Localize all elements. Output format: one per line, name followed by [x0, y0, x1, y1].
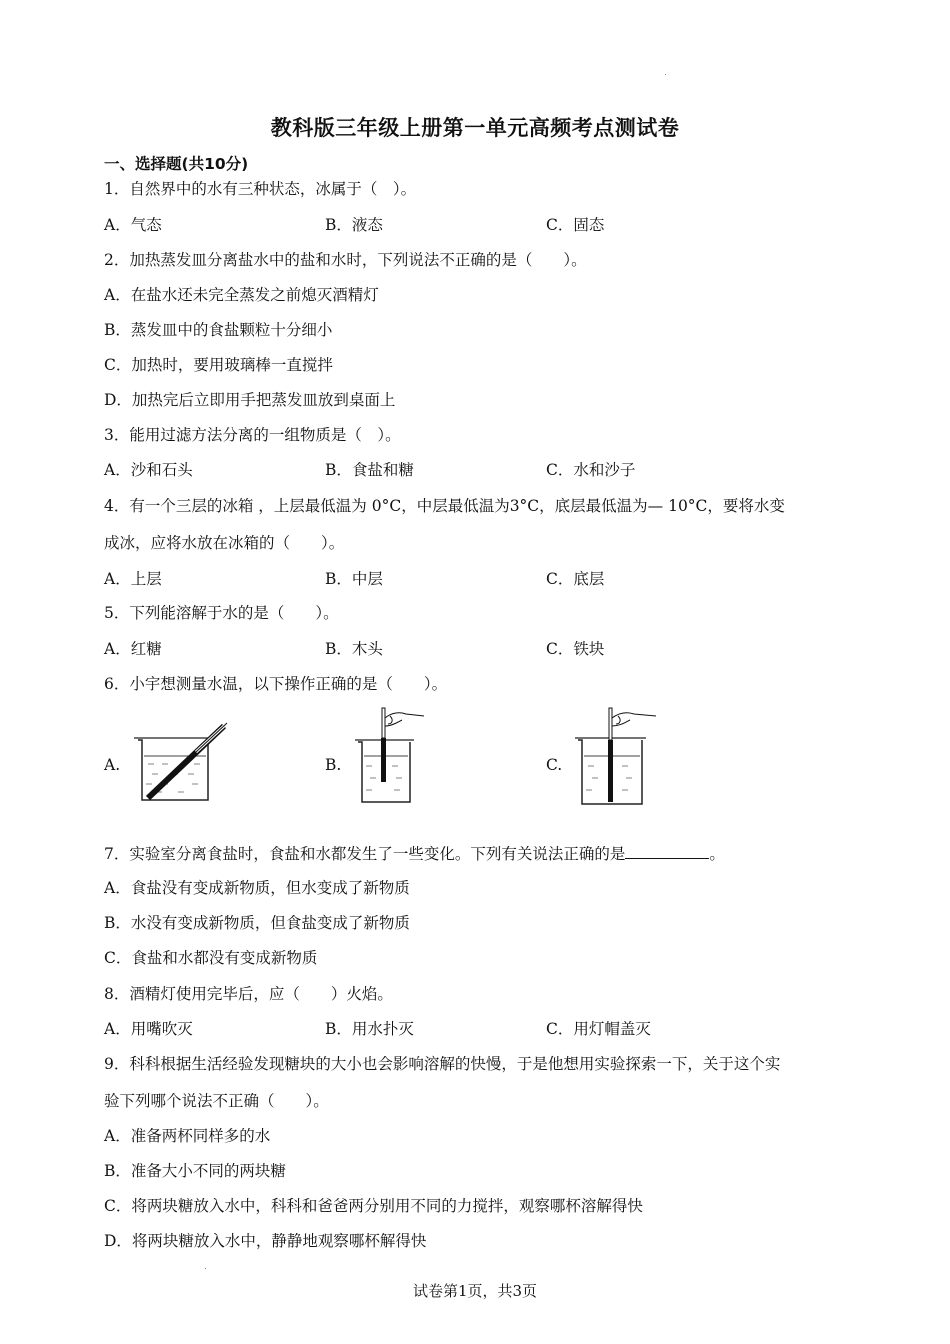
- option-c[interactable]: C．用灯帽盖灭: [546, 1020, 651, 1038]
- question-5-stem: 5．下列能溶解于水的是（ ）。: [104, 604, 339, 622]
- question-9-stem-line-1: 9．科科根据生活经验发现糖块的大小也会影响溶解的快慢，于是他想用实验探索一下，关于这个实: [104, 1055, 781, 1073]
- option-a[interactable]: A．红糖: [104, 640, 162, 658]
- option-b[interactable]: B.: [325, 756, 342, 774]
- question-3-stem: 3．能用过滤方法分离的一组物质是（ ）。: [104, 426, 401, 444]
- option-c[interactable]: C．水和沙子: [546, 461, 636, 479]
- option-c[interactable]: C．铁块: [546, 640, 605, 658]
- option-c[interactable]: C．固态: [546, 216, 605, 234]
- page-footer: 试卷第1页，共3页: [412, 1282, 538, 1300]
- option-b[interactable]: B．蒸发皿中的食盐颗粒十分细小: [104, 321, 333, 339]
- beaker-thermometer-touching-bottom-figure: [572, 700, 662, 808]
- page-title: 教科版三年级上册第一单元高频考点测试卷: [270, 116, 680, 140]
- question-4-stem-line-2: 成冰，应将水放在冰箱的（ ）。: [104, 534, 345, 552]
- option-d[interactable]: D．将两块糖放入水中，静静地观察哪杯解得快: [104, 1232, 427, 1250]
- option-a[interactable]: A．沙和石头: [104, 461, 193, 479]
- section-heading: 一、选择题(共10分): [104, 155, 249, 173]
- question-4-stem-line-1: 4．有一个三层的冰箱 ，上层最低温为 0°C，中层最低温为3°C，底层最低温为— 10°C，要将水变: [104, 497, 785, 515]
- option-b[interactable]: B．中层: [325, 570, 383, 588]
- beaker-thermometer-tilted-figure: [132, 700, 242, 806]
- option-c[interactable]: C．加热时，要用玻璃棒一直搅拌: [104, 356, 333, 374]
- option-b[interactable]: B．食盐和糖: [325, 461, 414, 479]
- option-a[interactable]: A.: [104, 756, 121, 774]
- scan-speck: [665, 74, 666, 75]
- beaker-thermometer-held-figure: [352, 700, 432, 808]
- option-a[interactable]: A．气态: [104, 216, 162, 234]
- question-6-stem: 6．小宇想测量水温，以下操作正确的是（ ）。: [104, 675, 448, 693]
- question-2-stem: 2．加热蒸发皿分离盐水中的盐和水时，下列说法不正确的是（ ）。: [104, 251, 587, 269]
- question-8-stem: 8．酒精灯使用完毕后，应（ ）火焰。: [104, 985, 393, 1003]
- question-7-stem-end: 。: [709, 845, 725, 863]
- option-c[interactable]: C．食盐和水都没有变成新物质: [104, 949, 318, 967]
- scan-speck: [205, 1268, 206, 1269]
- option-a[interactable]: A．在盐水还未完全蒸发之前熄灭酒精灯: [104, 286, 379, 304]
- option-a[interactable]: A．上层: [104, 570, 162, 588]
- option-b[interactable]: B．木头: [325, 640, 383, 658]
- option-b[interactable]: B．准备大小不同的两块糖: [104, 1162, 286, 1180]
- question-1-stem: 1．自然界中的水有三种状态，冰属于（ ）。: [104, 180, 417, 198]
- option-c[interactable]: C．底层: [546, 570, 605, 588]
- option-c[interactable]: C.: [546, 756, 563, 774]
- answer-blank[interactable]: [625, 844, 709, 859]
- question-7-stem-text: 7．实验室分离食盐时，食盐和水都发生了一些变化。下列有关说法正确的是: [104, 845, 626, 863]
- option-a[interactable]: A．食盐没有变成新物质，但水变成了新物质: [104, 879, 410, 897]
- option-b[interactable]: B．水没有变成新物质，但食盐变成了新物质: [104, 914, 410, 932]
- question-9-stem-line-2: 验下列哪个说法不正确（ ）。: [104, 1092, 329, 1110]
- option-a[interactable]: A．用嘴吹灭: [104, 1020, 193, 1038]
- option-c[interactable]: C．将两块糖放入水中，科科和爸爸两分别用不同的力搅拌，观察哪杯溶解得快: [104, 1197, 643, 1215]
- option-d[interactable]: D．加热完后立即用手把蒸发皿放到桌面上: [104, 391, 396, 409]
- option-b[interactable]: B．用水扑灭: [325, 1020, 414, 1038]
- option-a[interactable]: A．准备两杯同样多的水: [104, 1127, 271, 1145]
- question-7-stem: [104, 842, 725, 864]
- option-b[interactable]: B．液态: [325, 216, 383, 234]
